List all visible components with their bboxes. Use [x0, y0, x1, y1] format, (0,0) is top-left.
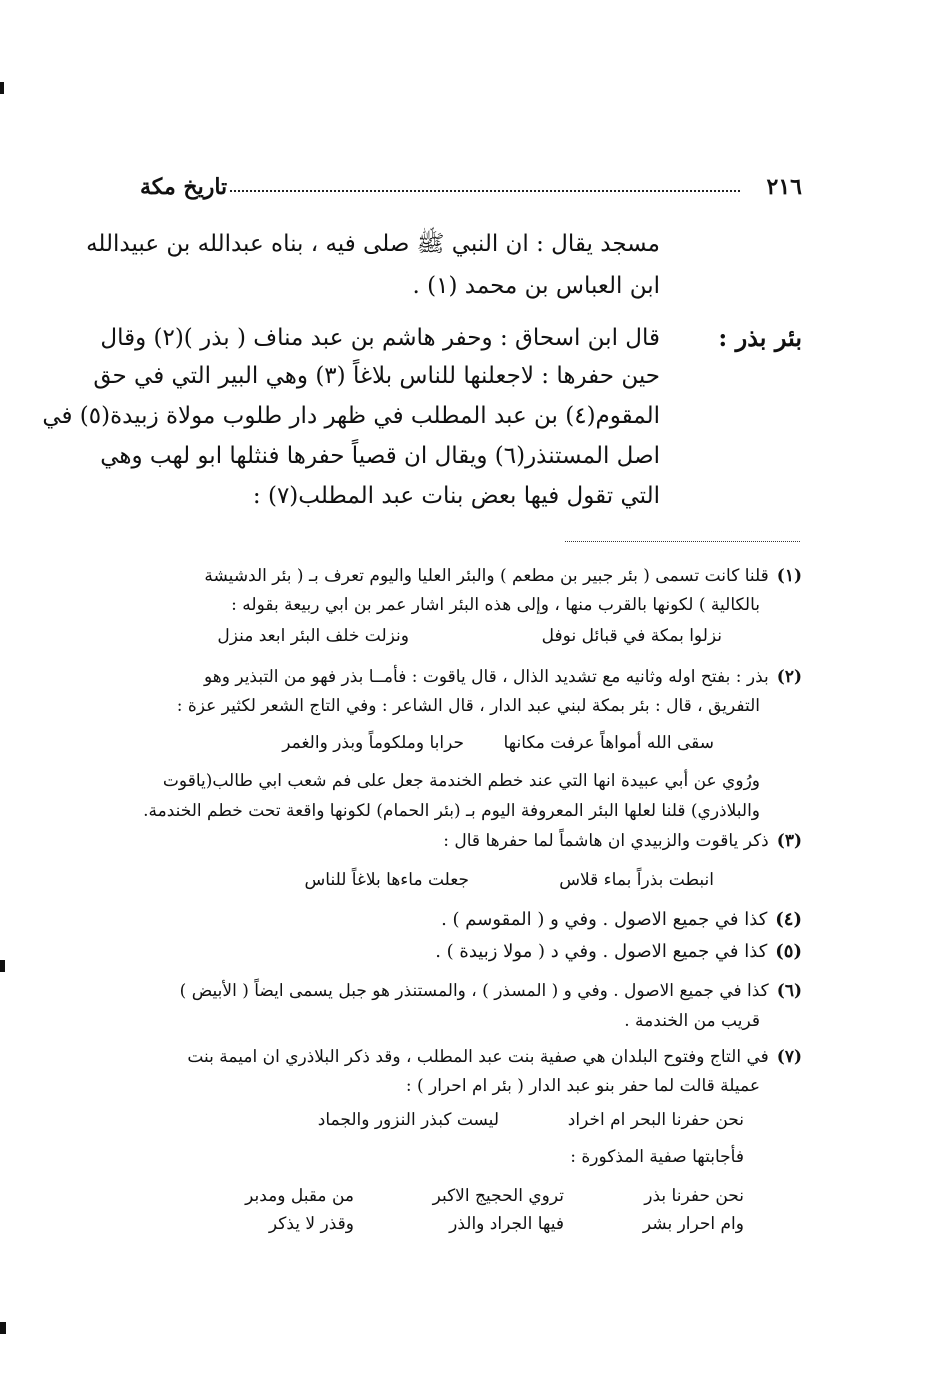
- footnote-7-line-3: فأجابتها صفية المذكورة :: [570, 1147, 744, 1167]
- footnote-2-line-4: والبلاذري) قلنا لعلها البئر المعروفة اليوم بـ (بئر الحمام) لكونها واقعة تحت خطم الخندمة.: [143, 801, 760, 821]
- scan-mark-top: [0, 82, 4, 94]
- main-line-2: ابن العباس بن محمد (١) .: [412, 273, 660, 299]
- footnote-6-line-1: كذا في جميع الاصول . وفي و ( المسذر ) ، والمستنذر هو جبل يسمى ايضاً ( الأبيض ): [179, 981, 769, 1001]
- footnote-1-verse-1: نزلوا بمكة في قبائل نوفل: [541, 626, 722, 646]
- footnote-3-verse-1: انبطت بذراً بماء قلاس: [559, 870, 714, 890]
- entry-label-bir-badhr: بئر بذر :: [718, 323, 802, 352]
- footnote-7-verse-3b: فيها الجراد والذر: [449, 1214, 564, 1234]
- footnote-6: [180, 978, 802, 1005]
- para-line-5: التي تقول فيها بعض بنات عبد المطلب(٧) :: [252, 483, 660, 509]
- footnote-3: [443, 828, 802, 855]
- scan-mark-mid: [0, 960, 5, 972]
- footnote-1-verse-2: ونزلت خلف البئر ابعد منزل: [217, 626, 409, 646]
- footnote-1-number: (١): [776, 566, 802, 586]
- footnote-5: [435, 938, 802, 965]
- footnote-4-line-1: كذا في جميع الاصول . وفي و ( المقوسم ) .: [441, 909, 768, 930]
- footnote-2: [204, 664, 802, 691]
- footnote-6-line-2: قريب من الخندمة .: [624, 1011, 760, 1031]
- footnote-5-line-1: كذا في جميع الاصول . وفي د ( مولا زبيدة ) .: [435, 941, 768, 962]
- header-dotted-rule: [230, 190, 740, 192]
- footnote-1-line-2: بالكالية ) لكونها بالقرب منها ، وإلى هذه البئر اشار عمر بن ابي ربيعة بقوله :: [231, 595, 760, 615]
- main-line-1: مسجد يقال : ان النبي ﷺ صلى فيه ، بناه عبدالله بن عبيدالله: [86, 231, 660, 257]
- para-line-2: حين حفرها : لاجعلنها للناس بلاغاً (٣) وهي البير التي في حق: [93, 363, 660, 389]
- footnote-3-verse-2: جعلت ماءها بلاغاً للناس: [304, 870, 469, 890]
- footnote-1-line-1: قلنا كانت تسمى ( بئر جبير بن مطعم ) والبئر العليا واليوم تعرف بـ ( بئر الدشيشة: [204, 566, 769, 586]
- footnote-4: [441, 906, 802, 933]
- footnote-3-number: (٣): [776, 831, 802, 851]
- para-line-1: قال ابن اسحاق : وحفر هاشم بن عبد مناف ( بذر )(٢) وقال: [100, 325, 660, 351]
- footnote-2-verse-2: حرابا وملكوماً وبذر والغمر: [282, 733, 464, 753]
- footnote-2-line-3: ورُوي عن أبي عبيدة انها التي عند خطم الخندمة جعل على فم شعب ابي طالب(ياقوت: [162, 771, 760, 791]
- footnote-6-number: (٦): [776, 981, 802, 1001]
- footnote-7-verse-1b: ليست كبذر النزور والجماد: [317, 1110, 499, 1130]
- footnote-7-verse-3c: وقذر لا يذكر: [268, 1214, 354, 1234]
- footnote-1: [204, 563, 802, 590]
- footnote-7-verse-1a: نحن حفرنا البحر ام اخراد: [567, 1110, 744, 1130]
- footnote-2-line-2: التفريق ، قال : بئر بمكة لبني عبد الدار ، قال الشاعر : وفي التاج الشعر لكثير عزة :: [176, 696, 760, 716]
- footnote-7-verse-2a: نحن حفرنا بذر: [644, 1186, 744, 1206]
- footnote-7: [187, 1044, 802, 1071]
- footnote-separator: [565, 541, 800, 542]
- footnote-7-verse-3a: وام احرار بشر: [642, 1214, 744, 1234]
- footnote-5-number: (٥): [775, 941, 802, 962]
- running-title: تاريخ مكة: [140, 174, 228, 200]
- footnote-2-verse-1: سقى الله أمواهاً عرفت مكانها: [503, 733, 714, 753]
- footnote-7-line-2: عميلة قالت لما حفر بنو عبد الدار ( بئر ام احرار ) :: [405, 1076, 760, 1096]
- footnote-2-line-1: بذر : بفتح اوله وثانيه مع تشديد الذال ، قال ياقوت : فأمــا بذر فهو من التبذير وهو: [203, 667, 769, 687]
- footnote-7-line-1: في التاج وفتوح البلدان هي صفية بنت عبد المطلب ، وقد ذكر البلاذري ان اميمة بنت: [187, 1047, 769, 1067]
- page-header: [140, 172, 802, 202]
- footnote-4-number: (٤): [775, 909, 802, 930]
- footnote-7-number: (٧): [776, 1047, 802, 1067]
- para-line-3: المقوم(٤) بن عبد المطلب في ظهر دار طلوب مولاة زبيدة(٥) في: [42, 403, 660, 429]
- para-line-4: اصل المستنذر(٦) ويقال ان قصياً حفرها فنثلها ابو لهب وهي: [100, 443, 660, 469]
- footnote-7-verse-2b: تروي الحجيج الاكبر: [432, 1186, 564, 1206]
- page-number: ٢١٦: [766, 174, 802, 200]
- scan-mark-bottom: [0, 1322, 6, 1334]
- footnote-7-verse-2c: من مقبل ومدبر: [245, 1186, 354, 1206]
- footnote-2-number: (٢): [776, 667, 802, 687]
- footnote-3-line-1: ذكر ياقوت والزبيدي ان هاشماً لما حفرها قال :: [443, 831, 769, 851]
